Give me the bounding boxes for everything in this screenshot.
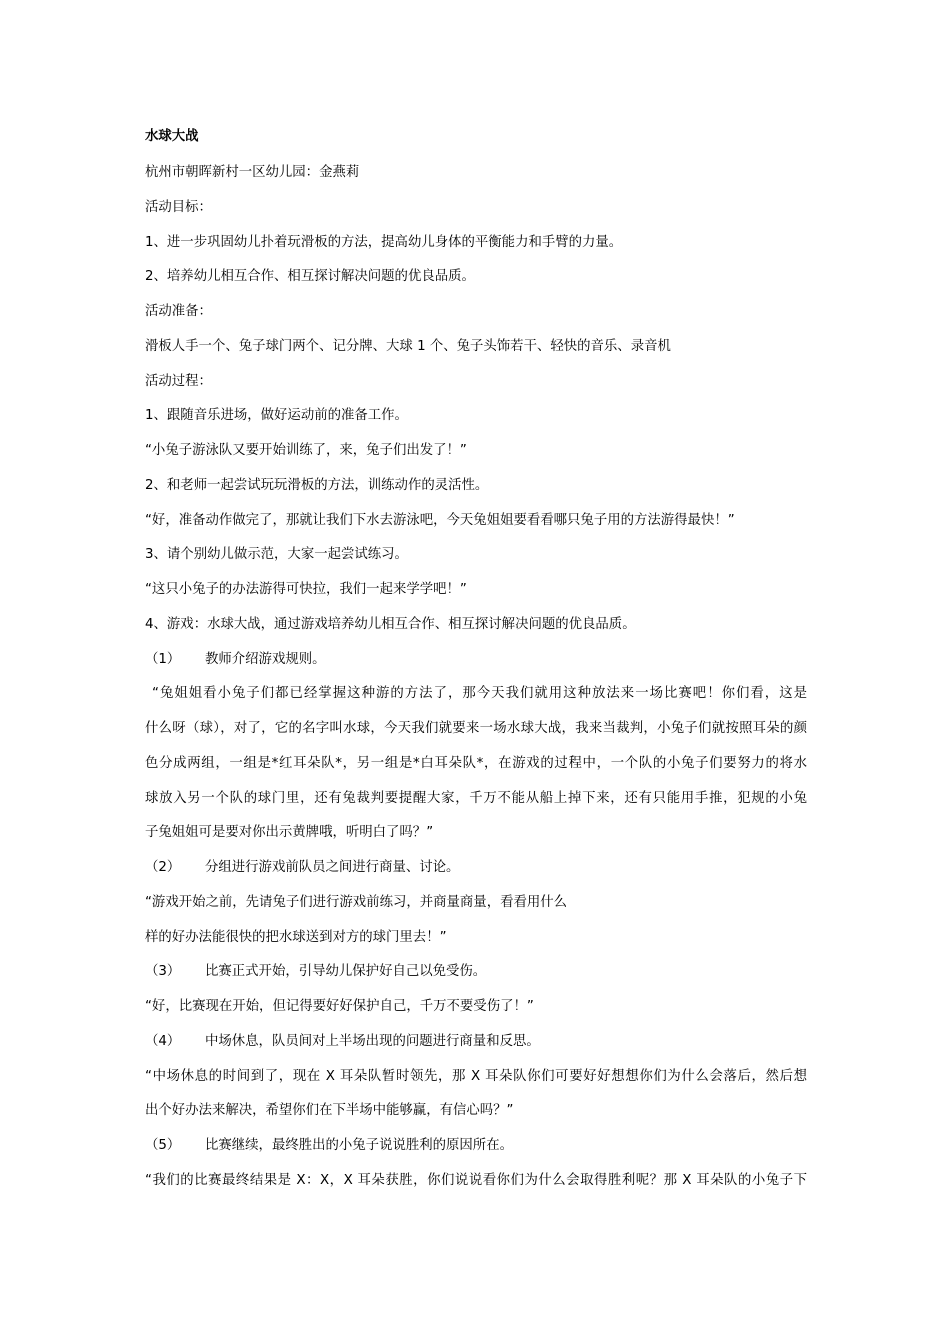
step-quote: “小兔子游泳队又要开始训练了，来，兔子们出发了！” — [145, 443, 467, 458]
quote-line: 子兔姐姐可是要对你出示黄牌哦，听明白了吗？” — [145, 825, 434, 840]
quote-line: 色分成两组，一组是*红耳朵队*，另一组是*白耳朵队*，在游戏的过程中，一个队的小兔子们要努力的将水 — [145, 756, 807, 771]
step-quote: “这只小兔子的办法游得可快拉，我们一起来学学吧！” — [145, 582, 467, 597]
step-line: 4、游戏：水球大战，通过游戏培养幼儿相互合作、相互探讨解决问题的优良品质。 — [145, 617, 636, 632]
step-line: 1、跟随音乐进场，做好运动前的准备工作。 — [145, 408, 408, 423]
document-title: 水球大战 — [145, 129, 199, 144]
step-line: 3、请个别幼儿做示范，大家一起尝试练习。 — [145, 547, 408, 562]
sub-item-1 — [145, 651, 815, 669]
goal-item: 2、培养幼儿相互合作、相互探讨解决问题的优良品质。 — [145, 269, 475, 284]
sub-item-text: 比赛继续，最终胜出的小兔子说说胜利的原因所在。 — [205, 1138, 513, 1153]
quote-line: 什么呀（球），对了，它的名字叫水球，今天我们就要来一场水球大战，我来当裁判，小兔子们就按照耳朵的颜 — [145, 721, 807, 736]
sub-item-number: （2） — [145, 860, 181, 875]
quote-line: “游戏开始之前，先请兔子们进行游戏前练习，并商量商量，看看用什么 — [145, 895, 568, 910]
quote-line: “好，比赛现在开始，但记得要好好保护自己，千万不要受伤了！” — [145, 999, 534, 1014]
quote-line: “兔姐姐看小兔子们都已经掌握这种游的方法了，那今天我们就用这种放法来一场比赛吧！你们看，这是 — [152, 686, 807, 701]
process-heading: 活动过程： — [145, 374, 212, 389]
step-line: 2、和老师一起尝试玩玩滑板的方法，训练动作的灵活性。 — [145, 478, 489, 493]
quote-line: “中场休息的时间到了，现在 X 耳朵队暂时领先，那 X 耳朵队你们可要好好想想你们为什么会落后，然后想 — [145, 1069, 807, 1084]
quote-line: 出个好办法来解决，希望你们在下半场中能够赢，有信心吗？” — [145, 1103, 514, 1118]
prep-heading: 活动准备： — [145, 304, 212, 319]
step-quote: “好，准备动作做完了，那就让我们下水去游泳吧，今天兔姐姐要看看哪只兔子用的方法游得最快！” — [145, 513, 735, 528]
sub-item-number: （1） — [145, 652, 181, 667]
sub-item-4 — [145, 1033, 815, 1051]
sub-item-number: （4） — [145, 1034, 181, 1049]
sub-item-text: 中场休息，队员间对上半场出现的问题进行商量和反思。 — [205, 1034, 540, 1049]
sub-item-text: 比赛正式开始，引导幼儿保护好自己以免受伤。 — [205, 964, 487, 979]
sub-item-number: （5） — [145, 1138, 181, 1153]
quote-line: “我们的比赛最终结果是 X：X，X 耳朵获胜，你们说说看你们为什么会取得胜利呢？那 X 耳朵队的小兔子下 — [145, 1173, 807, 1188]
sub-item-text: 分组进行游戏前队员之间进行商量、讨论。 — [205, 860, 460, 875]
goals-heading: 活动目标： — [145, 200, 212, 215]
sub-item-5 — [145, 1137, 815, 1155]
sub-item-2 — [145, 859, 815, 877]
sub-item-3 — [145, 963, 815, 981]
author-line: 杭州市朝晖新村一区幼儿园：金燕莉 — [145, 165, 360, 180]
prep-text: 滑板人手一个、兔子球门两个、记分牌、大球 1 个、兔子头饰若干、轻快的音乐、录音机 — [145, 339, 671, 354]
sub-item-text: 教师介绍游戏规则。 — [205, 652, 326, 667]
goal-item: 1、进一步巩固幼儿扑着玩滑板的方法，提高幼儿身体的平衡能力和手臂的力量。 — [145, 235, 623, 250]
sub-item-number: （3） — [145, 964, 181, 979]
quote-line: 样的好办法能很快的把水球送到对方的球门里去！” — [145, 930, 447, 945]
quote-line: 球放入另一个队的球门里，还有兔裁判要提醒大家，千万不能从船上掉下来，还有只能用手推，犯规的小兔 — [145, 791, 807, 806]
